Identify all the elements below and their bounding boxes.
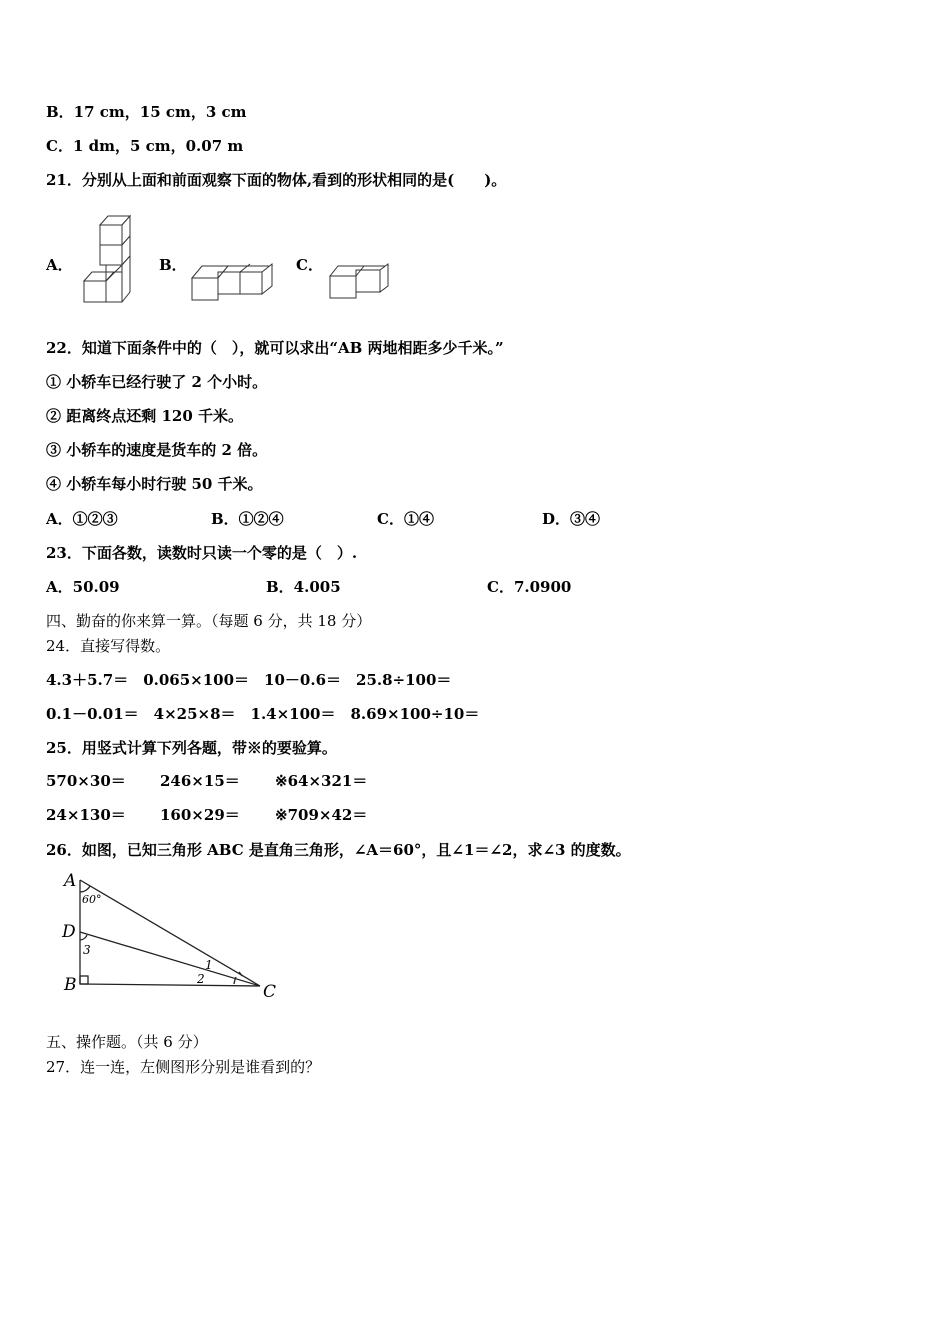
q22-option-c: C．①④ <box>377 510 434 528</box>
q21-label-b: B． <box>159 256 187 274</box>
q25-stem: 25．用竖式计算下列各题，带※的要验算。 <box>46 739 337 757</box>
fig-label-three: 3 <box>83 943 91 957</box>
q22-option-a: A．①②③ <box>46 510 118 528</box>
q25-item: 160×29＝ <box>160 806 240 824</box>
q21-stem: 21．分别从上面和前面观察下面的物体,看到的形状相同的是( )。 <box>46 171 507 189</box>
q20-option-c: C．1 dm，5 cm，0.07 m <box>46 137 244 155</box>
q27-stem: 27．连一连，左侧图形分别是谁看到的？ <box>46 1058 321 1076</box>
fig-label-c: C <box>263 982 277 1002</box>
q21-figure-c <box>326 260 392 302</box>
fig-label-angle-a: 60° <box>82 893 102 906</box>
fig-label-one: 1 <box>205 958 213 972</box>
section-5-title: 五、操作题。（共 6 分） <box>46 1033 208 1051</box>
q25-item: 570×30＝ <box>46 772 126 790</box>
q21-label-c: C． <box>296 256 323 274</box>
fig-label-d: D <box>62 922 76 942</box>
section-4-title: 四、勤奋的你来算一算。（每题 6 分，共 18 分） <box>46 612 372 630</box>
q21-figure-a <box>80 212 134 306</box>
q26-stem: 26．如图，已知三角形 ABC 是直角三角形，∠A＝60°，且∠1＝∠2，求∠3 的度数。 <box>46 841 631 859</box>
q21-figure-b <box>188 260 274 304</box>
q21-label-a: A． <box>46 256 73 274</box>
q22-condition-2: ② 距离终点还剩 120 千米。 <box>46 407 243 425</box>
q22-option-d: D．③④ <box>542 510 601 528</box>
q25-item: 24×130＝ <box>46 806 126 824</box>
q25-item: 246×15＝ <box>160 772 240 790</box>
q22-condition-1: ① 小轿车已经行驶了 2 个小时。 <box>46 373 268 391</box>
q22-condition-4: ④ 小轿车每小时行驶 50 千米。 <box>46 475 263 493</box>
q23-option-b: B．4.005 <box>266 578 341 596</box>
q25-item: ※64×321＝ <box>275 772 368 790</box>
q23-option-c: C．7.0900 <box>487 578 572 596</box>
q22-condition-3: ③ 小轿车的速度是货车的 2 倍。 <box>46 441 268 459</box>
q23-option-a: A．50.09 <box>46 578 120 596</box>
q25-item: ※709×42＝ <box>275 806 368 824</box>
q22-stem: 22．知道下面条件中的（ ），就可以求出“AB 两地相距多少千米。” <box>46 339 504 357</box>
q24-row-1: 4.3＋5.7＝ 0.065×100＝ 10－0.6＝ 25.8÷100＝ <box>46 671 452 689</box>
q24-row-2: 0.1－0.01＝ 4×25×8＝ 1.4×100＝ 8.69×100÷10＝ <box>46 705 480 723</box>
q23-stem: 23．下面各数，读数时只读一个零的是（ ）. <box>46 544 358 562</box>
q26-triangle-figure <box>58 866 288 1006</box>
q22-option-b: B．①②④ <box>211 510 284 528</box>
fig-label-b: B <box>64 975 77 995</box>
fig-label-two: 2 <box>197 972 205 986</box>
fig-label-a: A <box>64 871 77 891</box>
q24-stem: 24．直接写得数。 <box>46 637 171 655</box>
q20-option-b: B．17 cm，15 cm，3 cm <box>46 103 247 121</box>
